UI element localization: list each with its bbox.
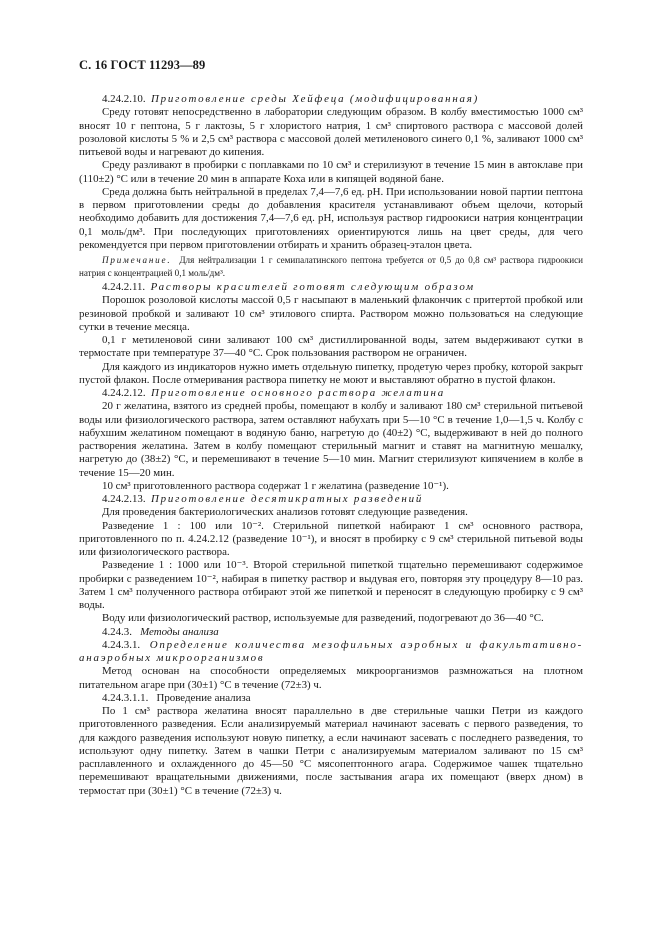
paragraph: Среду разливают в пробирки с поплавками по 10 см³ и стерилизуют в течение 15 мин в автоклаве при (110±2) °С или в течение 20 мин в аппарате Коха или в кипящей водяной бане. [79, 159, 583, 185]
paragraph: Разведение 1 : 100 или 10⁻². Стерильной пипеткой набирают 1 см³ основного раствора, приготовленного по п. 4.24.2.12 (разведение 10⁻¹), и вносят в пробирку с 9 см³ стерильной питьевой воды или физиологического раствора. [79, 519, 583, 558]
section-heading-4-24-2-12: 4.24.2.12. Приготовление основного раствора желатина [102, 387, 445, 399]
section-heading-4-24-2-10: 4.24.2.10. Приготовление среды Хейфеца (модифицированная) [102, 93, 480, 105]
paragraph: Разведение 1 : 1000 или 10⁻³. Второй стерильной пипеткой тщательно перемешивают содержимое пробирки с разведением 10⁻², набирая в пипетку раствор и выдувая его, повторяя эту процедуру 8—10 раз. Затем 1 см³ полученного раствора отбирают этой же пипеткой и переносят в следующую пробирку с 9 см³ воды. [79, 559, 583, 611]
page-header: С. 16 ГОСТ 11293—89 [79, 58, 206, 72]
paragraph: Для проведения бактериологических анализов готовят следующие разведения. [102, 506, 468, 519]
section-heading-4-24-3-1: 4.24.3.1. Определение количества мезофильных аэробных и факультативно-анаэробных микроорганизмов [79, 638, 583, 664]
section-heading-4-24-2-13: 4.24.2.13. Приготовление десятикратных разведений [102, 493, 424, 505]
paragraph: Среда должна быть нейтральной в пределах 7,4—7,6 ед. рН. При использовании новой партии пептона в первом приготовлении среды до добавления красителя устанавливают объем щелочи, который необходимо добавить для достижения 7,4—7,6 ед. рН, используя раствор гидроокиси натрия концентрации 0,1 моль/дм³. При последующих приготовлениях ориентируются лишь на цвет среды, для чего рекомендуется при первом приготовлении отбирать и хранить образец-эталон цвета. [79, 185, 583, 251]
section-heading-4-24-3-1-1: 4.24.3.1.1. Проведение анализа [102, 691, 251, 704]
section-heading-4-24-3: 4.24.3. Методы анализа [102, 625, 219, 638]
paragraph: 0,1 г метиленовой сини заливают 100 см³ дистиллированной воды, затем выдерживают сутки в термостате при температуре 37—40 °С. Срок пользования раствором не ограничен. [79, 334, 583, 360]
paragraph: Воду или физиологический раствор, используемые для разведений, подогревают до 36—40 °С. [102, 612, 544, 625]
paragraph: 20 г желатина, взятого из средней пробы, помещают в колбу и заливают 180 см³ стерильной питьевой воды или физиологического раствора, затем оставляют набухать при 5—10 °С в течение 1,0—1,5 ч. Колбу с набухшим желатином помещают в водяную баню, нагретую до (40±2) °С, выдерживают в ней до полного растворения желатина. Затем в колбу помещают стерильный магнит и ставят на магнитную мешалку, нагретую до (38±2) °С, и перемешивают в течение 5—10 мин. Магнит стерилизуют кипячением в колбе в течение 15—20 мин. [79, 400, 583, 479]
note-paragraph: Примечание. Для нейтрализации 1 г семипалатинского пептона требуется от 0,5 до 0,8 см³ раствора гидроокиси натрия с концентрацией 0,1 моль/дм³. [79, 255, 583, 278]
section-heading-4-24-2-11: 4.24.2.11. Растворы красителей готовят следующим образом [102, 281, 475, 293]
paragraph: 10 см³ приготовленного раствора содержат 1 г желатина (разведение 10⁻¹). [102, 479, 449, 492]
paragraph: Для каждого из индикаторов нужно иметь отдельную пипетку, продетую через пробку, которой закрыт пустой флакон. После отмеривания раствора пипетку не моют и выставляют обратно в пустой флакон. [79, 360, 583, 386]
paragraph: Метод основан на способности определяемых микроорганизмов размножаться на плотном питательном агаре при (30±1) °С в течение (72±3) ч. [79, 665, 583, 691]
paragraph: Порошок розоловой кислоты массой 0,5 г насыпают в маленький флакончик с притертой пробкой или резиновой пробкой и заливают 10 см³ этилового спирта. Раствором можно пользоваться на следующие сутки в течение месяца. [79, 294, 583, 333]
document-body [79, 93, 583, 798]
paragraph: По 1 см³ раствора желатина вносят параллельно в две стерильные чашки Петри из каждого приготовленного разведения. Если анализируемый материал начинают засевать с первого разведения, то для каждого разведения используют новую пипетку, а если начинают засевать с последнего разведения, то используют одну пипетку. Затем в чашки Петри с анализируемым материалом заливают по 15 см³ расплавленного и охлажденного до 45—50 °С мясопептонного агара. Содержимое чашек тщательно перемешивают вращательными движениями, после застывания агара их помещают (вверх дном) в термостат при (30±1) °С в течение (72±3) ч. [79, 705, 583, 797]
paragraph: Среду готовят непосредственно в лаборатории следующим образом. В колбу вместимостью 1000 см³ вносят 10 г пептона, 5 г лактозы, 5 г хлористого натрия, 1 см³ спиртового раствора с массовой долей розоловой кислоты 5 % и 2,5 см³ раствора с массовой долей метиленового синего 0,1 %, заливают 1000 см³ питьевой воды и нагревают до кипения. [79, 106, 583, 158]
